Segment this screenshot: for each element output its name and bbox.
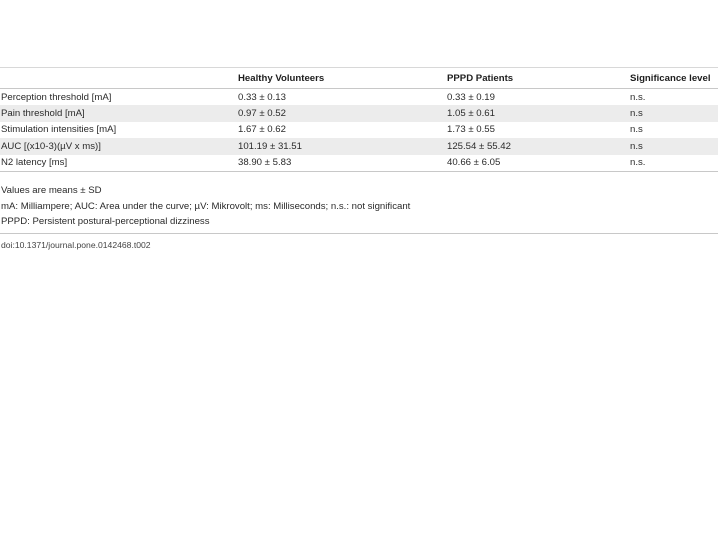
significance-value: n.s [630,124,643,136]
footnote-pppd-definition: PPPD: Persistent postural-perceptional dizziness [1,216,210,228]
row-label: Stimulation intensities [mA] [1,124,117,136]
table-row [0,155,718,172]
table-row [0,122,718,138]
pppd-value: 1.05 ± 0.61 [447,108,495,120]
table-row [0,138,718,154]
row-label: N2 latency [ms] [1,157,68,169]
pppd-value: 0.33 ± 0.19 [447,91,495,103]
table-header-row [0,68,718,89]
row-label: Perception threshold [mA] [1,91,112,103]
footnote-divider [0,233,718,234]
healthy-value: 101.19 ± 31.51 [238,140,302,152]
header-cell-significance-level: Significance level [630,72,711,84]
healthy-value: 0.97 ± 0.52 [238,108,286,120]
significance-value: n.s. [630,157,646,169]
significance-value: n.s [630,108,643,120]
pppd-value: 40.66 ± 6.05 [447,157,501,169]
table-row [0,105,718,121]
footnote-values-note: Values are means ± SD [1,185,102,196]
footnote-abbreviations: mA: Milliampere; AUC: Area under the curve; µV: Mikrovolt; ms: Milliseconds; n.s.: not significant [1,200,411,212]
header-cell-healthy-volunteers: Healthy Volunteers [238,72,325,84]
data-table-container [0,67,718,172]
row-label: Pain threshold [mA] [1,108,85,120]
doi-link[interactable]: doi:10.1371/journal.pone.0142468.t002 [1,240,151,250]
header-cell-pppd-patients: PPPD Patients [447,72,514,84]
healthy-value: 38.90 ± 5.83 [238,157,292,169]
header-cell-row-label [0,68,238,89]
pppd-value: 1.73 ± 0.55 [447,124,495,136]
table-footnotes [1,183,718,234]
table-row [0,89,718,106]
row-label: AUC [(x10-3)(µV x ms)] [1,140,101,152]
data-table [0,67,718,172]
significance-value: n.s. [630,91,646,103]
pppd-value: 125.54 ± 55.42 [447,140,511,152]
healthy-value: 0.33 ± 0.13 [238,91,286,103]
healthy-value: 1.67 ± 0.62 [238,124,286,136]
significance-value: n.s [630,140,643,152]
